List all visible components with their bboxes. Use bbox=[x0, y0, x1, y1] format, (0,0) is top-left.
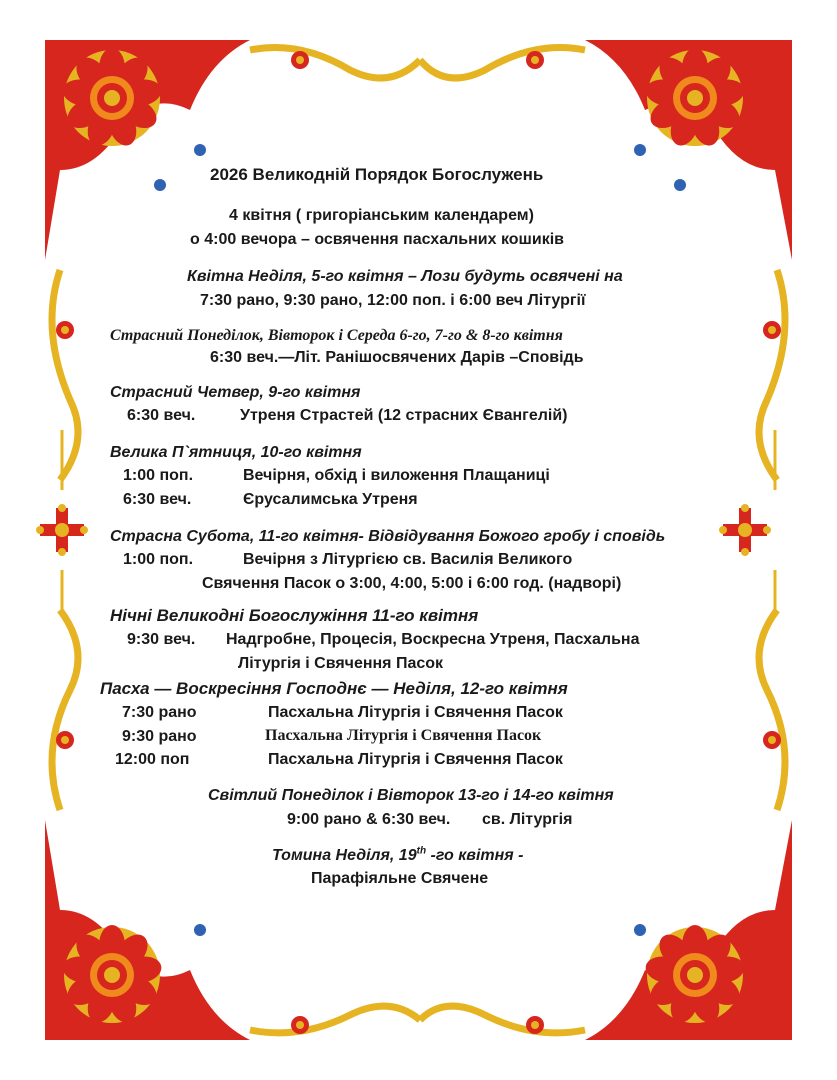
good-friday-time-2: 6:30 веч. bbox=[123, 491, 192, 508]
intro-date: 4 квітня ( григоріанським календарем) bbox=[229, 207, 534, 224]
corner-bottom-right bbox=[420, 610, 792, 1040]
good-friday-service-2: Єрусалимська Утреня bbox=[243, 491, 418, 508]
holy-mon-wed-heading: Страсний Понеділок, Вівторок і Середа 6-го, 7-го & 8-го квітня bbox=[110, 327, 563, 344]
page-title: 2026 Великодній Порядок Богослужень bbox=[210, 165, 544, 184]
right-cross-ornament bbox=[719, 504, 771, 556]
pascha-time-2: 9:30 рано bbox=[122, 728, 197, 745]
holy-saturday-service: Вечірня з Літургією св. Василія Великого bbox=[243, 551, 573, 568]
palm-sunday-times: 7:30 рано, 9:30 рано, 12:00 поп. і 6:00 веч Літургії bbox=[200, 292, 586, 309]
pascha-time-1: 7:30 рано bbox=[122, 704, 197, 721]
palm-sunday-heading: Квітна Неділя, 5-го квітня – Лози будуть освячені на bbox=[187, 268, 623, 285]
holy-mon-wed-details: 6:30 веч.—Літ. Ранішосвячених Дарів –Сповідь bbox=[210, 349, 584, 366]
holy-thursday-time: 6:30 веч. bbox=[127, 407, 196, 424]
pascha-service-2: Пасхальна Літургія і Свячення Пасок bbox=[265, 727, 542, 744]
good-friday-service-1: Вечірня, обхід і виложення Плащаниці bbox=[243, 467, 550, 484]
night-services-time: 9:30 веч. bbox=[127, 631, 196, 648]
intro-event: о 4:00 вечора – освячення пасхальних кошиків bbox=[190, 231, 564, 248]
thomas-sunday-heading: Томина Неділя, 19th -го квітня - bbox=[272, 845, 524, 864]
holy-thursday-heading: Страсний Четвер, 9-го квітня bbox=[110, 384, 361, 401]
holy-saturday-blessing: Свячення Пасок о 3:00, 4:00, 5:00 і 6:00 год. (надворі) bbox=[202, 575, 622, 592]
holy-saturday-time: 1:00 поп. bbox=[123, 551, 194, 568]
left-cross-ornament bbox=[36, 504, 88, 556]
pascha-time-3: 12:00 поп bbox=[115, 751, 190, 768]
holy-saturday-heading: Страсна Субота, 11-го квітня- Відвідування Божого гробу і сповідь bbox=[110, 528, 666, 545]
bright-days-heading: Світлий Понеділок і Вівторок 13-го і 14-го квітня bbox=[208, 787, 614, 804]
good-friday-time-1: 1:00 поп. bbox=[123, 467, 194, 484]
pascha-service-1: Пасхальна Літургія і Свячення Пасок bbox=[268, 704, 563, 721]
thomas-sunday-detail: Парафіяльне Свячене bbox=[311, 870, 489, 887]
holy-thursday-service: Утреня Страстей (12 страсних Євангелій) bbox=[240, 407, 568, 424]
night-services-line-2: Літургія і Свячення Пасок bbox=[238, 655, 444, 672]
pascha-heading: Пасха — Воскресіння Господнє — Неділя, 12-го квітня bbox=[100, 679, 568, 698]
good-friday-heading: Велика П`ятниця, 10-го квітня bbox=[110, 444, 362, 461]
night-services-heading: Нічні Великодні Богослужіння 11-го квітня bbox=[110, 606, 479, 625]
bright-days-service: св. Літургія bbox=[482, 811, 573, 828]
night-services-line-1: Надгробне, Процесія, Воскресна Утреня, Пасхальна bbox=[226, 631, 640, 648]
bright-days-time: 9:00 рано & 6:30 веч. bbox=[287, 811, 451, 828]
pascha-service-3: Пасхальна Літургія і Свячення Пасок bbox=[268, 751, 563, 768]
